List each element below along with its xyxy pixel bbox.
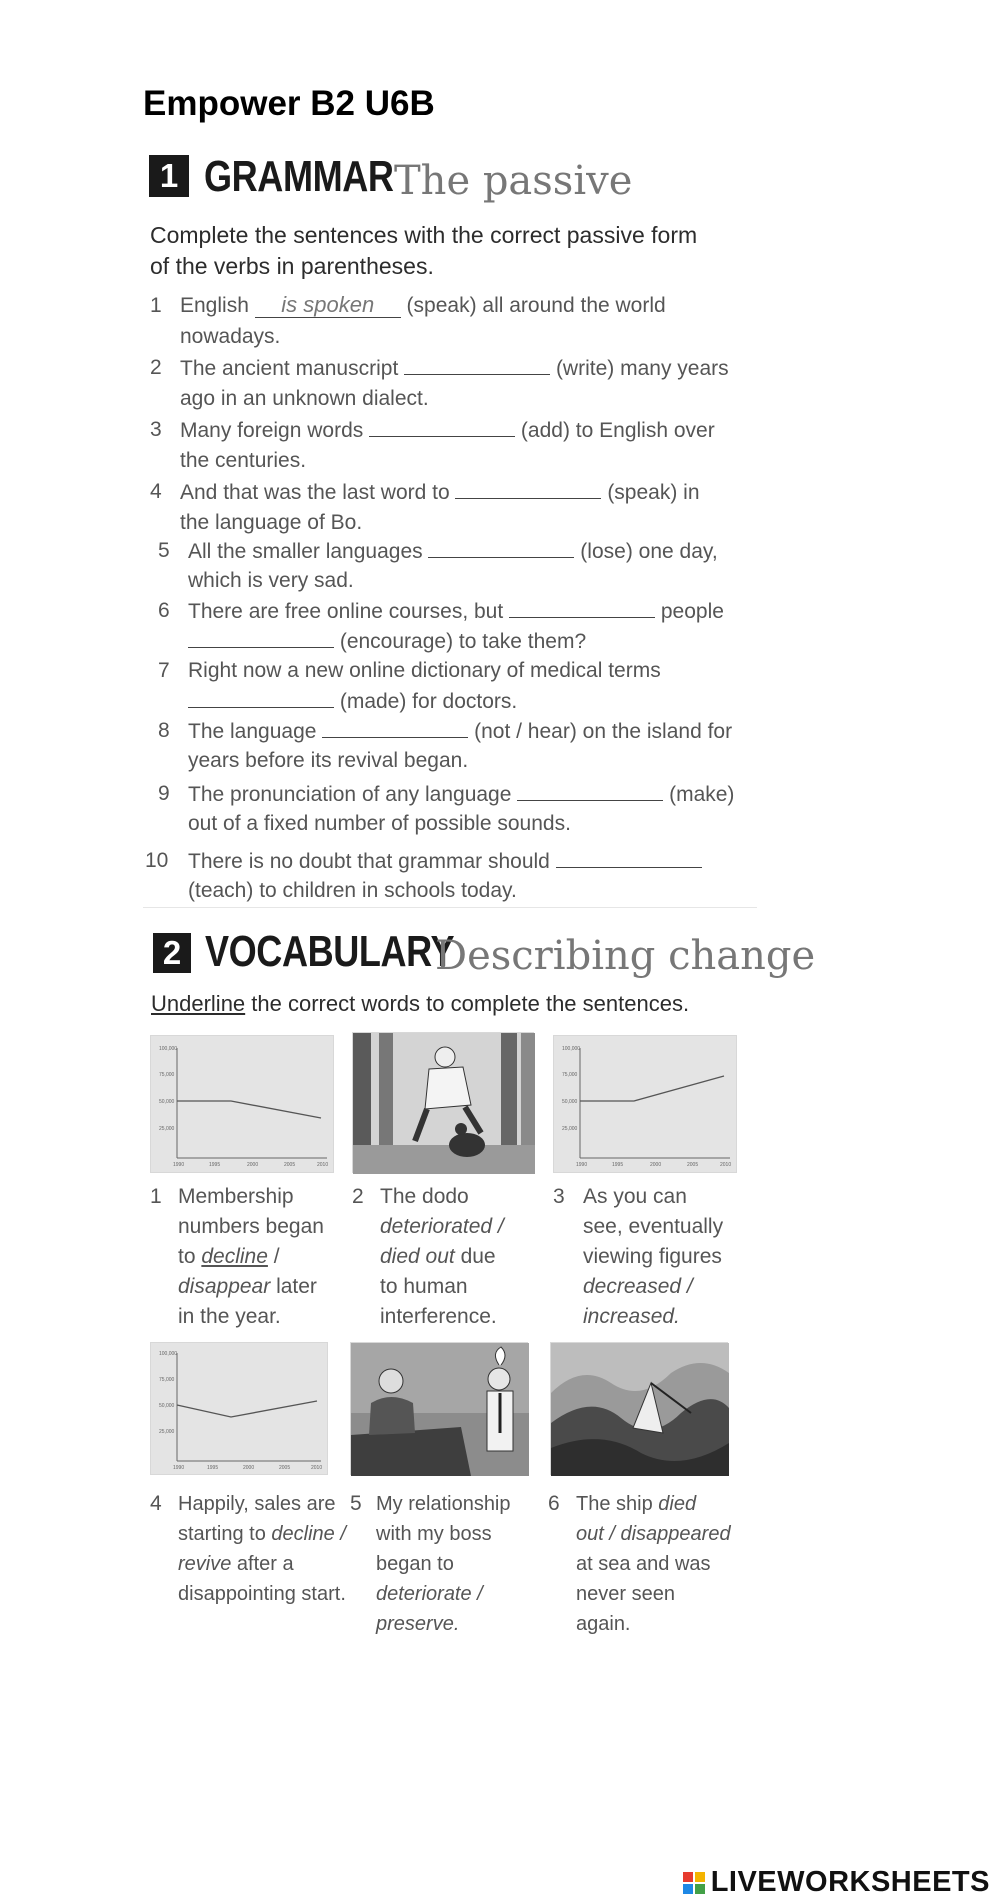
item-text: The pronunciation of any language <box>188 783 518 806</box>
answer-field[interactable] <box>517 778 663 801</box>
caption-text: to <box>178 1245 202 1268</box>
answer-field[interactable] <box>556 845 702 868</box>
caption-text: after a <box>231 1553 294 1575</box>
caption-text: The ship <box>576 1493 659 1515</box>
caption-line: at sea and was <box>576 1553 711 1575</box>
item-number: 5 <box>158 539 170 562</box>
caption-text: later <box>270 1275 317 1298</box>
item-text: The language <box>188 720 323 743</box>
line-chart-image <box>553 1035 737 1173</box>
trend-line <box>177 1401 317 1417</box>
exercise-item <box>158 535 778 592</box>
dodo-illustration <box>352 1032 534 1173</box>
exercise-item <box>158 655 778 713</box>
exercise-item <box>158 778 778 835</box>
answer-field[interactable] <box>428 535 574 558</box>
item-number: 4 <box>150 1492 162 1515</box>
item-text: (write) many years <box>550 357 729 380</box>
answer-field[interactable] <box>188 625 334 648</box>
item-text: (made) for doctors. <box>334 690 518 713</box>
caption-line: As you can <box>583 1185 687 1208</box>
item-text: (add) to English over <box>515 419 715 442</box>
option-word[interactable]: out / disappeared <box>576 1523 731 1545</box>
y-tick-label: 75,000 <box>159 1072 175 1078</box>
y-tick-label: 50,000 <box>159 1403 175 1409</box>
caption-line: to human <box>380 1275 468 1298</box>
x-tick-label: 1990 <box>173 1465 185 1471</box>
section-subheading: The passive <box>394 158 633 204</box>
y-tick-label: 50,000 <box>562 1099 578 1105</box>
caption-line: Membership <box>178 1185 294 1208</box>
answer-field[interactable] <box>369 414 515 437</box>
item-number: 6 <box>158 599 170 622</box>
x-tick-label: 1995 <box>207 1465 219 1471</box>
answer-field[interactable] <box>188 685 334 708</box>
line-chart-image <box>150 1035 334 1173</box>
item-text: ago in an unknown dialect. <box>180 387 429 410</box>
item-number: 2 <box>352 1185 364 1208</box>
exercise-item <box>158 715 778 772</box>
exercise-item <box>150 414 770 472</box>
x-tick-label: 1995 <box>209 1162 221 1168</box>
option-word[interactable]: decline <box>201 1245 268 1268</box>
y-tick-label: 100,000 <box>159 1046 178 1052</box>
item-number: 7 <box>158 659 170 682</box>
x-tick-label: 2000 <box>243 1465 255 1471</box>
item-number: 8 <box>158 719 170 742</box>
y-tick-label: 75,000 <box>159 1377 175 1383</box>
option-word[interactable]: died out <box>380 1245 455 1268</box>
caption-line: disappointing start. <box>178 1583 346 1605</box>
item-number: 1 <box>150 1185 162 1208</box>
y-tick-label: 100,000 <box>562 1046 581 1052</box>
caption-line: never seen <box>576 1583 675 1605</box>
caption-line: began to <box>376 1553 454 1575</box>
option-word[interactable]: disappear <box>178 1275 271 1298</box>
item-text: (encourage) to take them? <box>334 630 587 653</box>
trend-line <box>177 1101 321 1118</box>
item-text: the language of Bo. <box>180 511 363 534</box>
answer-field[interactable] <box>455 476 601 499</box>
trend-line <box>580 1076 724 1101</box>
option-word[interactable]: increased. <box>583 1305 680 1328</box>
item-text: people <box>655 600 724 623</box>
section-number-badge: 1 <box>149 155 189 197</box>
item-number: 3 <box>150 418 162 441</box>
item-text: the centuries. <box>180 449 307 472</box>
option-word[interactable]: decreased / <box>583 1275 693 1298</box>
brand-name: LIVEWORKSHEETS <box>710 1866 990 1898</box>
y-tick-label: 100,000 <box>159 1351 178 1357</box>
option-word[interactable]: revive <box>178 1553 232 1575</box>
item-number: 3 <box>553 1185 565 1208</box>
item-number: 6 <box>548 1492 560 1515</box>
x-tick-label: 1995 <box>612 1162 624 1168</box>
item-text: which is very sad. <box>188 569 354 592</box>
item-text: nowadays. <box>180 325 281 348</box>
caption-line: interference. <box>380 1305 497 1328</box>
y-tick-label: 50,000 <box>159 1099 175 1105</box>
caption-text: due <box>454 1245 496 1268</box>
caption-line: in the year. <box>178 1305 281 1328</box>
exercise-item <box>150 476 770 534</box>
answer-field[interactable]: is spoken <box>255 295 401 318</box>
x-tick-label: 1990 <box>173 1162 185 1168</box>
item-text: The ancient manuscript <box>180 357 405 380</box>
item-text: (make) <box>663 783 735 806</box>
option-word[interactable]: deteriorated / <box>380 1215 504 1238</box>
caption-line: again. <box>576 1613 631 1635</box>
caption-line: numbers began <box>178 1215 324 1238</box>
item-number: 1 <box>150 294 162 317</box>
caption-line: My relationship <box>376 1493 511 1515</box>
instructions <box>151 988 689 1019</box>
office-illustration <box>350 1342 528 1475</box>
item-text: Many foreign words <box>180 419 370 442</box>
y-tick-label: 25,000 <box>159 1126 175 1132</box>
section-heading: VOCABULARY <box>205 927 455 976</box>
item-text: (speak) all around the world <box>400 294 666 317</box>
x-tick-label: 2005 <box>279 1465 291 1471</box>
item-text: All the smaller languages <box>188 540 429 563</box>
exercise-item <box>145 845 775 902</box>
instruction-underlined: Underline <box>151 991 246 1016</box>
instruction-line: of the verbs in parentheses. <box>150 253 434 279</box>
line-chart-image <box>150 1342 328 1475</box>
section-heading: GRAMMAR <box>204 152 394 201</box>
liveworksheets-logo[interactable] <box>683 1866 990 1899</box>
y-tick-label: 25,000 <box>159 1429 175 1435</box>
x-tick-label: 2000 <box>650 1162 662 1168</box>
item-text: (lose) one day, <box>574 540 718 563</box>
option-word[interactable]: deteriorate / <box>376 1583 483 1605</box>
item-number: 9 <box>158 782 170 805</box>
y-tick-label: 25,000 <box>562 1126 578 1132</box>
item-text: There is no doubt that grammar should <box>188 850 556 873</box>
item-text: (not / hear) on the island for <box>468 720 733 743</box>
answer-field[interactable] <box>322 715 468 738</box>
x-tick-label: 2010 <box>720 1162 732 1168</box>
caption-line: with my boss <box>376 1523 492 1545</box>
caption-line: viewing figures <box>583 1245 722 1268</box>
x-tick-label: 2010 <box>311 1465 323 1471</box>
item-number: 2 <box>150 356 162 379</box>
option-word[interactable]: preserve. <box>376 1613 460 1635</box>
document-title: Empower B2 U6B <box>143 84 435 123</box>
answer-field[interactable] <box>404 352 550 375</box>
section-number-badge: 2 <box>153 933 191 973</box>
item-text: English <box>180 294 255 317</box>
item-text: There are free online courses, but <box>188 600 510 623</box>
exercise-item <box>150 290 770 348</box>
exercise-item <box>150 352 770 410</box>
ship-storm-illustration <box>550 1342 728 1475</box>
option-word[interactable]: died <box>658 1493 697 1515</box>
item-text: years before its revival began. <box>188 749 469 772</box>
item-number: 10 <box>145 849 169 872</box>
item-text: (speak) in <box>601 481 700 504</box>
item-text: (teach) to children in schools today. <box>188 879 517 902</box>
item-text: out of a fixed number of possible sounds. <box>188 812 571 835</box>
x-tick-label: 2005 <box>284 1162 296 1168</box>
item-text: And that was the last word to <box>180 481 456 504</box>
liveworksheets-icon <box>683 1872 705 1894</box>
item-text: Right now a new online dictionary of medical terms <box>188 659 661 682</box>
y-tick-label: 75,000 <box>562 1072 578 1078</box>
caption-text: starting to <box>178 1523 272 1545</box>
exercise-item <box>158 595 778 653</box>
x-tick-label: 2010 <box>317 1162 329 1168</box>
section-subheading: Describing change <box>435 933 816 979</box>
x-tick-label: 2005 <box>687 1162 699 1168</box>
caption-line: see, eventually <box>583 1215 724 1238</box>
caption-line: Happily, sales are <box>178 1493 336 1515</box>
x-tick-label: 1990 <box>576 1162 588 1168</box>
instructions <box>150 220 697 282</box>
caption-line: The dodo <box>380 1185 469 1208</box>
instruction-line: Complete the sentences with the correct passive form <box>150 222 698 248</box>
item-number: 4 <box>150 480 162 503</box>
x-tick-label: 2000 <box>247 1162 259 1168</box>
instruction-text: the correct words to complete the sentences. <box>245 991 690 1016</box>
caption-text: / <box>267 1245 280 1268</box>
option-word[interactable]: decline / <box>271 1523 346 1545</box>
answer-field[interactable] <box>509 595 655 618</box>
item-number: 5 <box>350 1492 362 1515</box>
section-divider <box>143 907 757 908</box>
